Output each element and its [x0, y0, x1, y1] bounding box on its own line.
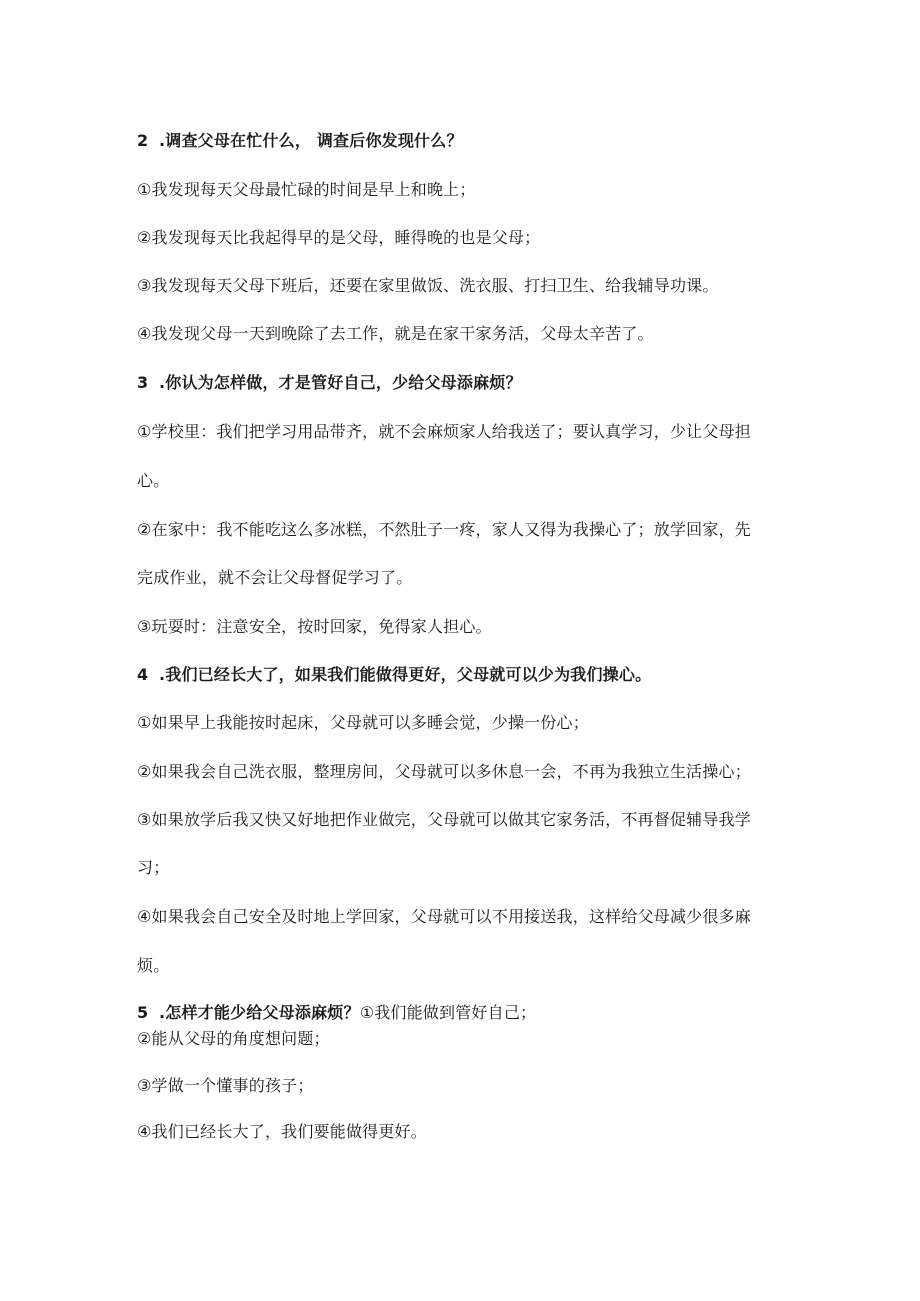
answer-line: ③如果放学后我又快又好地把作业做完，父母就可以做其它家务活，不再督促辅导我学 [137, 810, 751, 829]
section-question: .调查父母在忙什么， 调查后你发现什么？ [159, 131, 463, 150]
section-5-heading [137, 1003, 536, 1023]
section-number: 5 [137, 1003, 149, 1022]
section-number: 2 [137, 131, 149, 150]
section-3-heading [137, 373, 522, 393]
answer-line: 习； [137, 858, 170, 877]
section-question-tail: ①我们能做到管好自己； [359, 1003, 537, 1022]
section-question: .你认为怎样做，才是管好自己，少给父母添麻烦？ [159, 373, 522, 392]
answer-line: ③我发现每天父母下班后，还要在家里做饭、洗衣服、打扫卫生、给我辅导功课。 [137, 276, 719, 295]
answer-line: ②如果我会自己洗衣服，整理房间，父母就可以多休息一会，不再为我独立生活操心； [137, 762, 751, 781]
answer-line: ①我发现每天父母最忙碌的时间是早上和晚上； [137, 180, 476, 199]
section-question: .我们已经长大了，如果我们能做得更好，父母就可以少为我们操心。 [159, 665, 652, 684]
answer-line: ④如果我会自己安全及时地上学回家，父母就可以不用接送我，这样给父母减少很多麻 [137, 907, 751, 926]
section-4-heading [137, 665, 651, 685]
answer-line: 完成作业，就不会让父母督促学习了。 [137, 568, 413, 587]
answer-line: ①学校里：我们把学习用品带齐，就不会麻烦家人给我送了；要认真学习，少让父母担 [137, 422, 751, 441]
answer-line: 烦。 [137, 956, 170, 975]
answer-line: ③学做一个懂事的孩子； [137, 1076, 314, 1095]
answer-line: ④我发现父母一天到晚除了去工作，就是在家干家务活，父母太辛苦了。 [137, 324, 654, 343]
answer-line: ④我们已经长大了，我们要能做得更好。 [137, 1122, 427, 1141]
answer-line: ②在家中：我不能吃这么多冰糕，不然肚子一疼，家人又得为我操心了；放学回家，先 [137, 520, 751, 539]
section-number: 3 [137, 373, 149, 392]
section-number: 4 [137, 665, 149, 684]
answer-line: ②能从父母的角度想问题； [137, 1029, 330, 1048]
answer-line: ②我发现每天比我起得早的是父母，睡得晚的也是父母； [137, 228, 541, 247]
section-2-heading [137, 131, 463, 151]
answer-line: 心。 [137, 471, 170, 490]
answer-line: ③玩耍时：注意安全，按时回家，免得家人担心。 [137, 617, 492, 636]
section-question: .怎样才能少给父母添麻烦？ [159, 1003, 360, 1022]
answer-line: ①如果早上我能按时起床，父母就可以多睡会觉，少操一份心； [137, 713, 589, 732]
